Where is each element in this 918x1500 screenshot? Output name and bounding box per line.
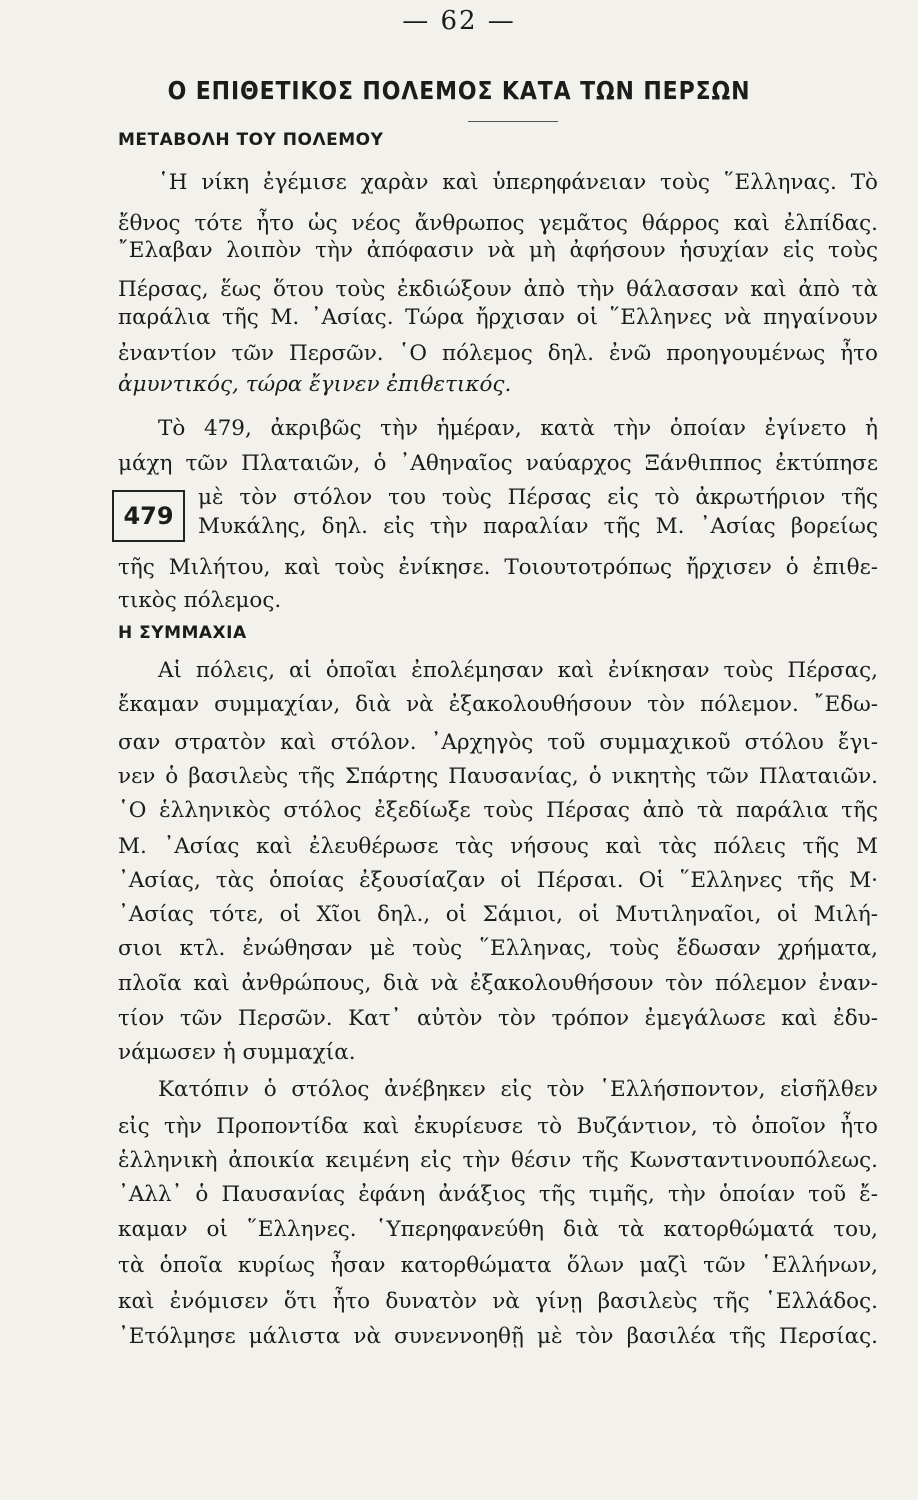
paragraph-line: Μυκάλης, δηλ. εἰς τὴν παραλίαν τῆς Μ. ᾿Ασίας βορείως xyxy=(198,514,878,539)
paragraph-line: τὰ ὁποῖα κυρίως ἦσαν κατορθώματα ὅλων μαζὶ τῶν ῾Ελλήνων, xyxy=(118,1253,878,1278)
paragraph-line: τῆς Μιλήτου, καὶ τοὺς ἐνίκησε. Τοιουτοτρόπως ἤρχισεν ὁ ἐπιθε- xyxy=(118,555,878,580)
paragraph-line: παράλια τῆς Μ. ᾿Ασίας. Τώρα ἤρχισαν οἱ ῞Ελληνες νὰ πηγαίνουν xyxy=(118,305,878,330)
paragraph-line: ἑλληνικὴ ἀποικία κειμένη εἰς τὴν θέσιν τῆς Κωνσταντινουπόλεως. xyxy=(118,1148,878,1173)
paragraph-line: μάχη τῶν Πλαταιῶν, ὁ ᾿Αθηναῖος ναύαρχος Ξάνθιππος ἐκτύπησε xyxy=(118,451,878,476)
paragraph-line: Τὸ 479, ἀκριβῶς τὴν ἡμέραν, κατὰ τὴν ὁποίαν ἐγίνετο ἡ xyxy=(158,416,878,441)
paragraph-line: τίον τῶν Περσῶν. Κατ᾿ αὐτὸν τὸν τρόπον ἐμεγάλωσε καὶ ἐδυ- xyxy=(118,1006,878,1031)
paragraph-line: ῎Ελαβαν λοιπὸν τὴν ἀπόφασιν νὰ μὴ ἀφήσουν ἡσυχίαν εἰς τοὺς xyxy=(118,238,878,263)
page-number: — 62 — xyxy=(402,6,516,36)
paragraph-line: ᾿Αλλ᾿ ὁ Παυσανίας ἐφάνη ἀνάξιος τῆς τιμῆς, τὴν ὁποίαν τοῦ ἔ- xyxy=(118,1182,878,1207)
paragraph-line: τικὸς πόλεμος. xyxy=(118,588,282,613)
paragraph-line: ἀμυντικός, τώρα ἔγινεν ἐπιθετικός. xyxy=(118,372,512,397)
paragraph-line: ἔθνος τότε ἦτο ὡς νέος ἄνθρωπος γεμᾶτος θάρρος καὶ ἐλπίδας. xyxy=(118,211,878,236)
paragraph-line: Κατόπιν ὁ στόλος ἀνέβηκεν εἰς τὸν ῾Ελλήσποντον, εἰσῆλθεν xyxy=(158,1077,878,1102)
paragraph-line: εἰς τὴν Προποντίδα καὶ ἐκυρίευσε τὸ Βυζάντιον, τὸ ὁποῖον ἦτο xyxy=(118,1114,878,1139)
paragraph-line: σαν στρατὸν καὶ στόλον. ᾿Αρχηγὸς τοῦ συμμαχικοῦ στόλου ἔγι- xyxy=(118,730,878,755)
paragraph-line: νεν ὁ βασιλεὺς τῆς Σπάρτης Παυσανίας, ὁ νικητὴς τῶν Πλαταιῶν. xyxy=(118,764,878,789)
paragraph-line: ῾Ο ἑλληνικὸς στόλος ἐξεδίωξε τοὺς Πέρσας ἀπὸ τὰ παράλια τῆς xyxy=(118,798,878,823)
paragraph-line: ᾿Ασίας, τὰς ὁποίας ἐξουσίαζαν οἱ Πέρσαι. Οἱ ῞Ελληνες τῆς Μ· xyxy=(118,868,878,893)
paragraph-line: πλοῖα καὶ ἀνθρώπους, διὰ νὰ ἐξακολουθήσουν τὸν πόλεμον ἐναν- xyxy=(118,971,878,996)
paragraph-line: Αἱ πόλεις, αἱ ὁποῖαι ἐπολέμησαν καὶ ἐνίκησαν τοὺς Πέρσας, xyxy=(158,658,878,683)
paragraph-line: ᾿Ετόλμησε μάλιστα νὰ συνεννοηθῇ μὲ τὸν βασιλέα τῆς Περσίας. xyxy=(118,1324,878,1349)
paragraph-line: Πέρσας, ἕως ὅτου τοὺς ἐκδιώξουν ἀπὸ τὴν θάλασσαν καὶ ἀπὸ τὰ xyxy=(118,277,878,302)
paragraph-line: σιοι κτλ. ἐνώθησαν μὲ τοὺς ῞Ελληνας, τοὺς ἔδωσαν χρήματα, xyxy=(118,936,878,961)
paragraph-line: ᾿Ασίας τότε, οἱ Χῖοι δηλ., οἱ Σάμιοι, οἱ Μυτιληναῖοι, οἱ Μιλή- xyxy=(118,902,878,927)
paragraph-line: μὲ τὸν στόλον του τοὺς Πέρσας εἰς τὸ ἀκρωτήριον τῆς xyxy=(198,485,878,510)
paragraph-line: καὶ ἐνόμισεν ὅτι ἦτο δυνατὸν νὰ γίνῃ βασιλεὺς τῆς ῾Ελλάδος. xyxy=(118,1289,878,1314)
section-heading-symmachia: Η ΣΥΜΜΑΧΙΑ xyxy=(118,623,247,643)
margin-date-note: 479 xyxy=(112,490,185,542)
paragraph-line: ῾Η νίκη ἐγέμισε χαρὰν καὶ ὑπερηφάνειαν τοὺς ῞Ελληνας. Τὸ xyxy=(158,170,878,195)
paragraph-line: Μ. ᾿Ασίας καὶ ἐλευθέρωσε τὰς νήσους καὶ τὰς πόλεις τῆς Μ xyxy=(118,834,878,859)
section-heading-metavoli: ΜΕΤΑΒΟΛΗ ΤΟΥ ΠΟΛΕΜΟΥ xyxy=(118,130,384,150)
chapter-title: Ο ΕΠΙΘΕΤΙΚΟΣ ΠΟΛΕΜΟΣ ΚΑΤΑ ΤΩΝ ΠΕΡΣΩΝ xyxy=(167,76,751,105)
paragraph-line: ἔκαμαν συμμαχίαν, διὰ νὰ ἐξακολουθήσουν τὸν πόλεμον. ῎Εδω- xyxy=(118,692,878,717)
title-underline xyxy=(468,121,558,122)
paragraph-line: καμαν οἱ ῞Ελληνες. ῾Υπερηφανεύθη διὰ τὰ κατορθώματά του, xyxy=(118,1217,878,1242)
paragraph-line: νάμωσεν ἡ συμμαχία. xyxy=(118,1040,356,1065)
paragraph-line: ἐναντίον τῶν Περσῶν. ῾Ο πόλεμος δηλ. ἐνῶ προηγουμένως ἦτο xyxy=(118,341,878,366)
